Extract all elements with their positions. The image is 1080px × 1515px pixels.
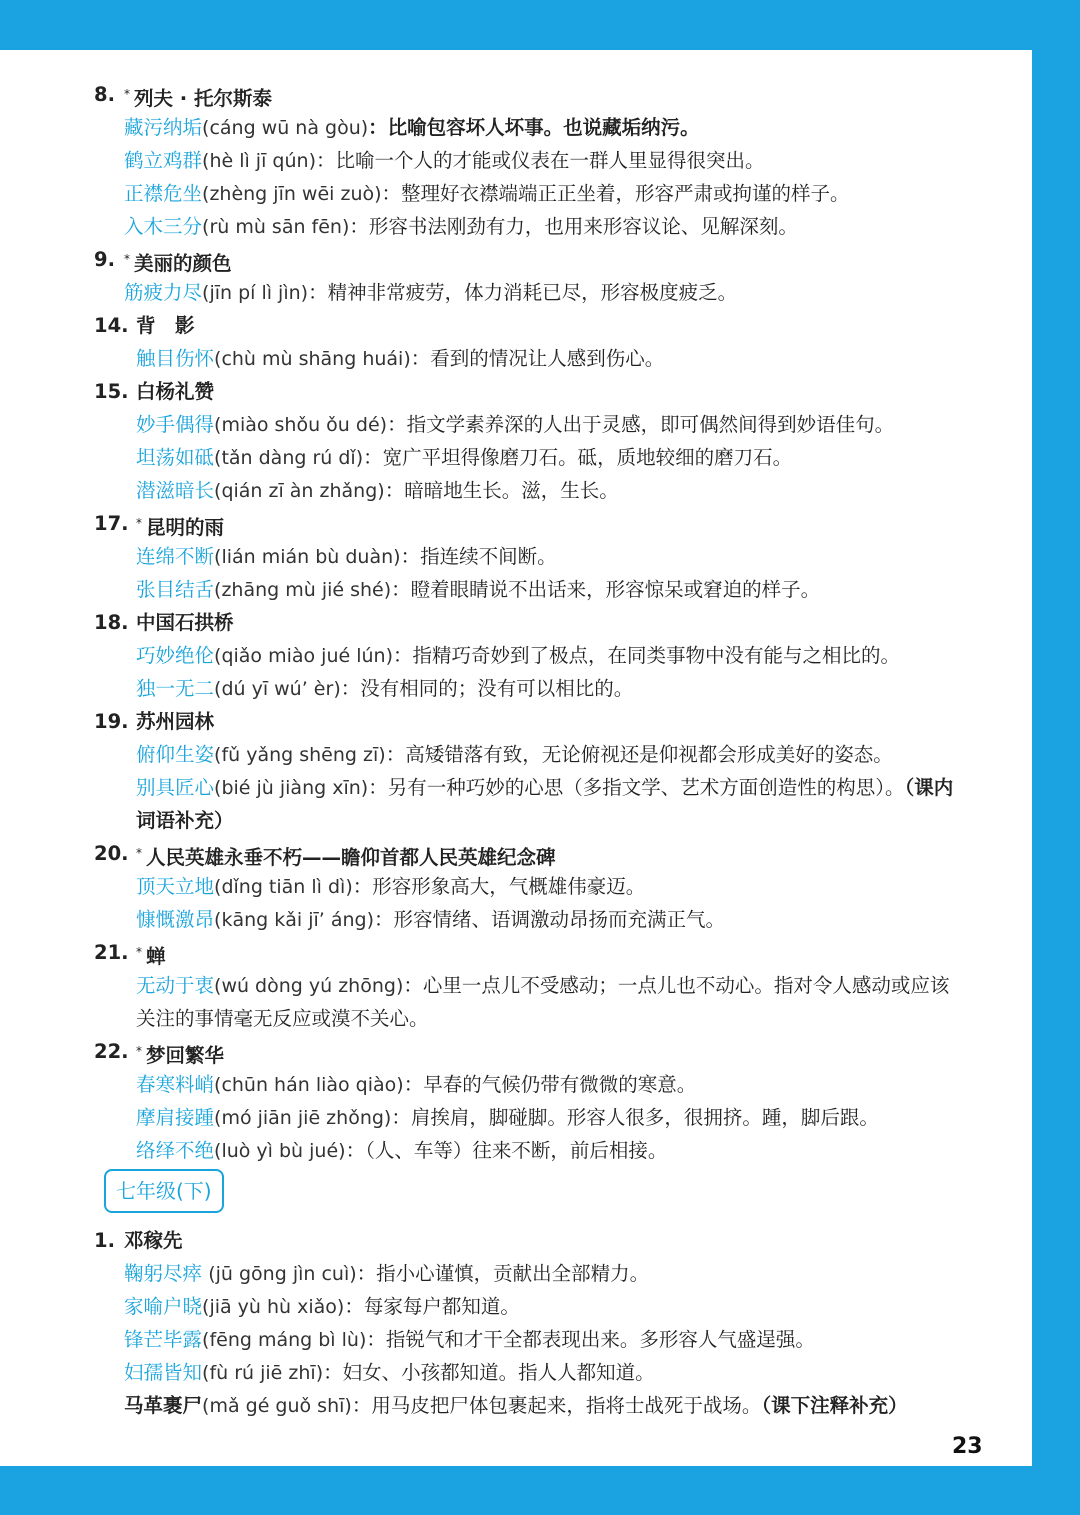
vocab-pinyin: fǔ yǎng shēng zī	[221, 744, 379, 766]
vocab-pinyin: hè lì jī qún	[209, 150, 309, 172]
open-paren: (	[214, 1140, 222, 1162]
vocab-pinyin: kāng kǎi jī’ áng	[221, 909, 367, 931]
open-paren: (	[214, 1107, 222, 1129]
vocab-pinyin: fēng máng bì lù	[209, 1329, 359, 1351]
vocab-term: 摩肩接踵	[136, 1106, 215, 1129]
vocab-definition: ：另有一种巧妙的心思（多指文学、艺术方面创造性的构思）。	[368, 776, 905, 799]
section-title	[136, 705, 214, 738]
vocab-definition: ：精神非常疲劳，体力消耗已尽，形容极度疲乏。	[308, 281, 738, 304]
open-paren: (	[202, 1329, 210, 1351]
vocab-term: 触目伤怀	[136, 347, 215, 370]
vocab-term: 春寒料峭	[136, 1073, 215, 1096]
vocab-pinyin: tǎn dàng rú dǐ	[221, 447, 356, 469]
vocab-term: 鞠躬尽瘁	[124, 1262, 203, 1285]
close-paren: )	[393, 546, 401, 568]
vocab-term: 入木三分	[124, 215, 203, 238]
vocab-pinyin: dǐng tiān lì dì	[221, 876, 346, 898]
vocab-term: 藏污纳垢	[124, 116, 203, 139]
vocab-term: 家喻户晓	[124, 1295, 203, 1318]
right-band	[1032, 50, 1080, 1466]
section-heading	[0, 1224, 1032, 1257]
vocab-pinyin: jū gōng jìn cuì	[215, 1263, 350, 1285]
top-band	[0, 0, 1080, 50]
vocab-pinyin: fù rú jiē zhī	[209, 1362, 316, 1384]
open-paren: (	[214, 480, 222, 502]
section-number: 21.	[94, 941, 129, 964]
section-number: 19.	[94, 710, 129, 733]
section-title	[136, 1035, 224, 1072]
section-number: 8.	[94, 83, 115, 106]
section-number: 18.	[94, 611, 129, 634]
open-paren: (	[214, 348, 222, 370]
vocab-note: （课下注释补充）	[761, 1394, 908, 1417]
section-title	[124, 1224, 183, 1257]
close-paren: )	[378, 744, 386, 766]
vocab-entry	[0, 177, 1032, 210]
close-paren: )	[338, 1140, 346, 1162]
section-title	[136, 309, 195, 342]
open-paren: (	[214, 645, 222, 667]
vocab-term: 无动于衷	[136, 974, 215, 997]
vocab-definition: ：指文学素养深的人出于灵感，即可偶然间得到妙语佳句。	[387, 413, 895, 436]
star-marker: *	[136, 846, 142, 860]
vocab-entry	[0, 342, 1032, 375]
vocab-term: 妙手偶得	[136, 413, 215, 436]
vocab-pinyin: bié jù jiàng xīn	[221, 777, 361, 799]
vocab-entry	[0, 1257, 1032, 1290]
vocab-entry	[0, 1389, 1032, 1422]
vocab-definition: ：妇女、小孩都知道。指人人都知道。	[323, 1361, 655, 1384]
close-paren: )	[383, 579, 392, 601]
vocab-term: 独一无二	[136, 677, 215, 700]
vocab-continuation: 词语补充）	[136, 809, 234, 832]
star-marker: *	[124, 87, 130, 101]
section-title-text: 梦回繁华	[146, 1044, 225, 1067]
open-paren: (	[208, 1263, 216, 1285]
vocab-pinyin: chù mù shāng huái	[221, 348, 404, 370]
close-paren: )	[379, 414, 388, 436]
section-heading	[0, 837, 1032, 870]
vocab-pinyin: cáng wū nà gòu	[209, 117, 361, 139]
vocab-definition: ：心里一点儿不受感动；一点儿也不动心。指对令人感动或应该	[403, 974, 950, 997]
vocab-term: 锋芒毕露	[124, 1328, 203, 1351]
vocab-pinyin: jīn pí lì jìn	[209, 282, 301, 304]
section-number: 20.	[94, 842, 129, 865]
vocab-definition: ：指连续不间断。	[400, 545, 557, 568]
vocab-pinyin: rù mù sān fēn	[209, 216, 342, 238]
section-heading	[0, 1035, 1032, 1068]
vocab-definition: ：比喻包容坏人坏事。也说藏垢纳污。	[368, 116, 700, 139]
close-paren: )	[403, 348, 411, 370]
vocab-pinyin: mó jiān jiē zhǒng	[221, 1107, 384, 1129]
close-paren: )	[341, 216, 350, 238]
section-title	[136, 936, 166, 973]
vocab-term: 坦荡如砥	[136, 446, 215, 469]
open-paren: (	[202, 282, 210, 304]
section-number: 17.	[94, 512, 129, 535]
vocab-definition: ：肩挨肩，脚碰脚。形容人很多，很拥挤。踵，脚后跟。	[391, 1106, 879, 1129]
open-paren: (	[214, 1074, 222, 1096]
section-number: 15.	[94, 380, 129, 403]
vocab-entry	[0, 111, 1032, 144]
close-paren: )	[333, 678, 341, 700]
vocab-definition: ：早春的气候仍带有微微的寒意。	[403, 1073, 697, 1096]
open-paren: (	[202, 1362, 210, 1384]
close-paren: )	[358, 1329, 367, 1351]
open-paren: (	[202, 1296, 210, 1318]
close-paren: )	[336, 1296, 345, 1318]
open-paren: (	[202, 117, 210, 139]
vocab-entry	[0, 969, 1032, 1002]
close-paren: )	[374, 183, 382, 205]
section-title	[136, 837, 556, 874]
section-title-text: 中国石拱桥	[136, 611, 234, 634]
section-number: 9.	[94, 248, 115, 271]
section-heading	[0, 243, 1032, 276]
vocab-definition: ：看到的情况让人感到伤心。	[410, 347, 665, 370]
vocab-entry	[0, 672, 1032, 705]
close-paren: )	[344, 1395, 352, 1417]
vocab-term: 连绵不断	[136, 545, 215, 568]
vocab-entry	[0, 210, 1032, 243]
vocab-entry	[0, 870, 1032, 903]
vocab-pinyin: dú yī wú’ èr	[221, 678, 334, 700]
vocab-entry	[0, 408, 1032, 441]
section-heading	[0, 507, 1032, 540]
vocab-entry	[0, 540, 1032, 573]
vocab-entry	[0, 1068, 1032, 1101]
vocab-definition: ：形容形象高大，气概雄伟豪迈。	[352, 875, 646, 898]
open-paren: (	[202, 216, 210, 238]
close-paren: )	[395, 975, 404, 997]
vocab-definition: ：用马皮把尸体包裹起来，指将士战死于战场。	[351, 1394, 762, 1417]
section-heading	[0, 375, 1032, 408]
vocab-definition: ：高矮错落有致，无论俯视还是仰视都会形成美好的姿态。	[385, 743, 893, 766]
vocab-definition: ：指锐气和才干全都表现出来。多形容人气盛逞强。	[366, 1328, 815, 1351]
vocab-entry	[0, 1323, 1032, 1356]
open-paren: (	[214, 447, 222, 469]
section-title	[136, 606, 234, 639]
vocab-definition: ：指小心谨慎，贡献出全部精力。	[356, 1262, 650, 1285]
section-number: 1.	[94, 1229, 115, 1252]
vocab-note: （课内	[904, 776, 954, 799]
vocab-pinyin: jiā yù hù xiǎo	[209, 1296, 337, 1318]
grade-section-label: 七年级(下)	[104, 1169, 224, 1213]
vocab-definition: ：每家每户都知道。	[344, 1295, 520, 1318]
vocab-entry	[0, 771, 1032, 804]
vocab-definition: ：比喻一个人的才能或仪表在一群人里显得很突出。	[315, 149, 765, 172]
open-paren: (	[214, 975, 222, 997]
vocab-pinyin: qián zī àn zhǎng	[221, 480, 378, 502]
section-title	[124, 243, 232, 280]
open-paren: (	[214, 876, 222, 898]
section-title-text: 蝉	[146, 945, 166, 968]
vocab-pinyin: zhāng mù jié shé	[221, 579, 384, 601]
open-paren: (	[214, 744, 222, 766]
vocab-pinyin: mǎ gé guǒ shī	[209, 1395, 345, 1417]
vocab-pinyin: miào shǒu ǒu dé	[221, 414, 380, 436]
close-paren: )	[360, 117, 369, 139]
bottom-band	[0, 1466, 1080, 1515]
section-title	[136, 375, 214, 408]
vocab-pinyin: lián mián bù duàn	[221, 546, 394, 568]
close-paren: )	[377, 480, 385, 502]
section-heading	[0, 309, 1032, 342]
section-heading	[0, 606, 1032, 639]
vocab-entry	[0, 276, 1032, 309]
close-paren: )	[300, 282, 309, 304]
close-paren: )	[385, 645, 394, 667]
vocab-entry	[0, 474, 1032, 507]
open-paren: (	[202, 183, 210, 205]
section-heading	[0, 78, 1032, 111]
vocab-pinyin: qiǎo miào jué lún	[221, 645, 386, 667]
close-paren: )	[308, 150, 316, 172]
vocab-definition: ：宽广平坦得像磨刀石。砥，质地较细的磨刀石。	[363, 446, 793, 469]
section-title-text: 列夫 · 托尔斯泰	[134, 87, 272, 110]
section-title-text: 人民英雄永垂不朽——瞻仰首都人民英雄纪念碑	[146, 846, 556, 869]
vocab-entry	[0, 573, 1032, 606]
vocab-entry	[0, 441, 1032, 474]
vocab-definition: ：暗暗地生长。滋，生长。	[384, 479, 619, 502]
open-paren: (	[202, 1395, 210, 1417]
vocab-term: 正襟危坐	[124, 182, 203, 205]
close-paren: )	[366, 909, 374, 931]
page-number: 23	[952, 1434, 983, 1459]
open-paren: (	[214, 909, 222, 931]
vocab-definition: ：指精巧奇妙到了极点，在同类事物中没有能与之相比的。	[393, 644, 901, 667]
vocab-pinyin: chūn hán liào qiào	[221, 1074, 397, 1096]
close-paren: )	[383, 1107, 392, 1129]
section-heading	[0, 936, 1032, 969]
section-title-text: 背 影	[136, 314, 195, 337]
vocab-continuation: 关注的事情毫无反应或漠不关心。	[136, 1007, 429, 1030]
open-paren: (	[202, 150, 210, 172]
vocab-definition: ：整理好衣襟端端正正坐着，形容严肃或拘谨的样子。	[381, 182, 850, 205]
vocab-entry	[0, 639, 1032, 672]
vocab-definition: ：（人、车等）往来不断，前后相接。	[345, 1139, 668, 1162]
vocab-term: 筋疲力尽	[124, 281, 203, 304]
open-paren: (	[214, 414, 222, 436]
star-marker: *	[136, 1044, 142, 1058]
vocab-pinyin: wú dòng yú zhōng	[221, 975, 396, 997]
vocab-definition: ：形容书法刚劲有力，也用来形容议论、见解深刻。	[349, 215, 798, 238]
vocab-term: 马革裹尸	[124, 1394, 203, 1417]
open-paren: (	[214, 777, 222, 799]
vocabulary-list	[0, 78, 1032, 1422]
vocab-term: 巧妙绝伦	[136, 644, 215, 667]
vocab-term: 慷慨激昂	[136, 908, 215, 931]
section-title	[136, 507, 224, 544]
vocab-pinyin: luò yì bù jué	[221, 1140, 339, 1162]
vocab-definition: ：形容情绪、语调激动昂扬而充满正气。	[374, 908, 726, 931]
close-paren: )	[355, 447, 364, 469]
close-paren: )	[396, 1074, 404, 1096]
section-divider-row	[0, 1167, 1032, 1224]
section-title-text: 昆明的雨	[146, 516, 225, 539]
vocab-term: 妇孺皆知	[124, 1361, 203, 1384]
vocab-entry	[0, 1101, 1032, 1134]
vocab-entry	[0, 1356, 1032, 1389]
section-title-text: 美丽的颜色	[134, 252, 232, 275]
vocab-term: 张目结舌	[136, 578, 215, 601]
star-marker: *	[136, 945, 142, 959]
vocab-term: 鹤立鸡群	[124, 149, 203, 172]
close-paren: )	[345, 876, 353, 898]
section-heading	[0, 705, 1032, 738]
close-paren: )	[349, 1263, 357, 1285]
section-title-text: 白杨礼赞	[136, 380, 215, 403]
vocab-term: 潜滋暗长	[136, 479, 215, 502]
vocab-entry	[0, 144, 1032, 177]
vocab-entry	[0, 1290, 1032, 1323]
vocab-term: 别具匠心	[136, 776, 215, 799]
vocab-pinyin: zhèng jīn wēi zuò	[209, 183, 375, 205]
section-title	[124, 78, 272, 115]
section-title-text: 邓稼先	[124, 1229, 183, 1252]
close-paren: )	[315, 1362, 324, 1384]
star-marker: *	[124, 252, 130, 266]
vocab-term: 俯仰生姿	[136, 743, 215, 766]
section-number: 14.	[94, 314, 129, 337]
page-sheet	[0, 50, 1032, 1466]
vocab-entry	[0, 1134, 1032, 1167]
open-paren: (	[214, 546, 222, 568]
vocab-entry	[0, 903, 1032, 936]
star-marker: *	[136, 516, 142, 530]
section-number: 22.	[94, 1040, 129, 1063]
vocab-definition: ：没有相同的；没有可以相比的。	[340, 677, 634, 700]
open-paren: (	[214, 579, 222, 601]
vocab-term: 顶天立地	[136, 875, 215, 898]
vocab-term: 络绎不绝	[136, 1139, 215, 1162]
section-title-text: 苏州园林	[136, 710, 215, 733]
vocab-definition: ：瞪着眼睛说不出话来，形容惊呆或窘迫的样子。	[391, 578, 821, 601]
vocab-entry	[0, 738, 1032, 771]
close-paren: )	[360, 777, 369, 799]
open-paren: (	[214, 678, 222, 700]
